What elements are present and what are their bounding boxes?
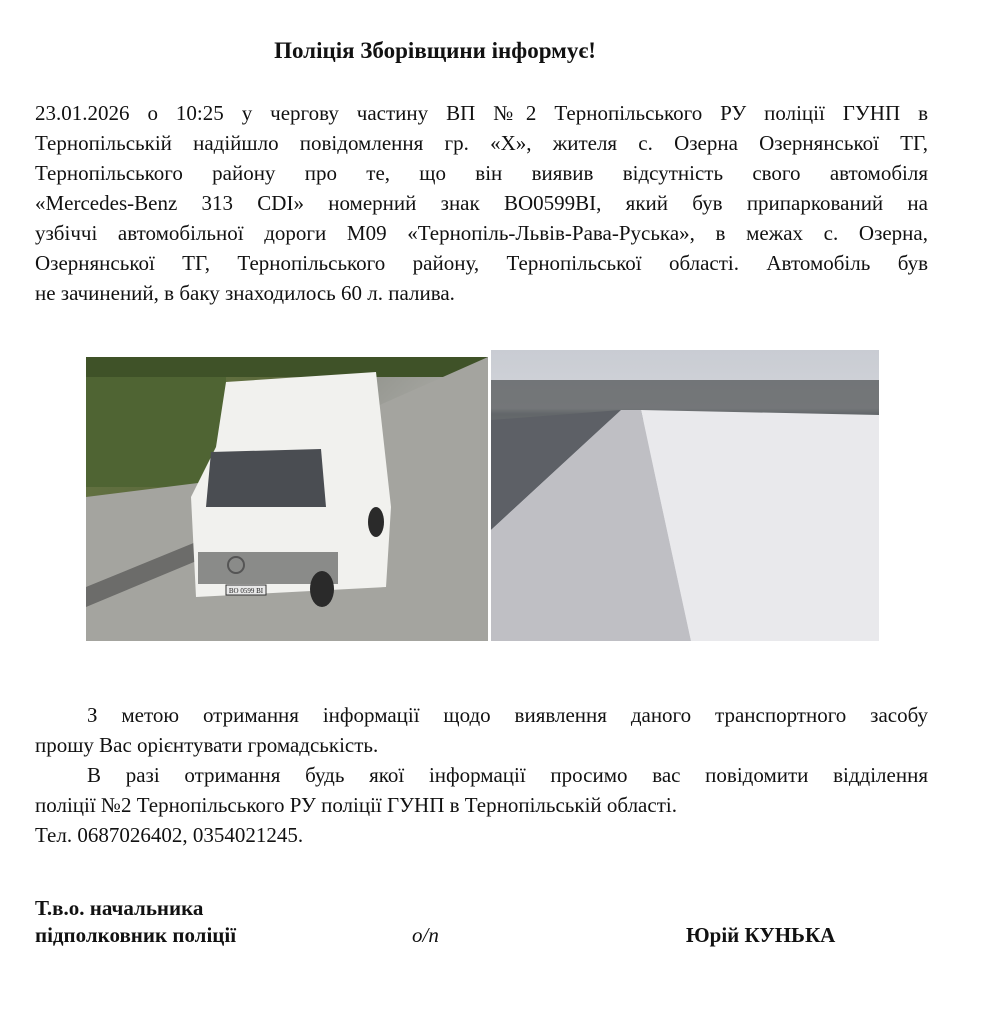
report-paragraph <box>35 98 928 308</box>
text-line: «Mercedes-Benz 313 CDI» номерний знак ВО0599ВІ, який був припаркований на <box>35 191 928 215</box>
text-line: не зачинений, в баку знаходилось 60 л. палива. <box>35 281 455 305</box>
van-illustration <box>86 357 488 641</box>
title-text: Поліція Зборівщини інформує! <box>274 38 596 63</box>
text-line: Озернянської ТГ, Тернопільського району, Тернопільської області. Автомобіль був <box>35 251 928 275</box>
text-line: поліції №2 Тернопільського РУ поліції ГУНП в Тернопільській області. <box>35 793 677 817</box>
snowy-road-photo <box>491 350 879 641</box>
text-line: Тел. 0687026402, 0354021245. <box>35 823 304 847</box>
text-line: Тернопільського району про те, що він виявив відсутність свого автомобіля <box>35 161 928 185</box>
signature-position-2: підполковник поліції <box>35 923 237 947</box>
page-title <box>0 38 870 64</box>
text-line: узбіччі автомобільної дороги М09 «Тернопіль-Львів-Рава-Руська», в межах с. Озерна, <box>35 221 928 245</box>
text-line: 23.01.2026 о 10:25 у чергову частину ВП №2 Тернопільського РУ поліції ГУНП в <box>35 101 928 125</box>
license-plate: ВО 0599 ВІ <box>228 587 264 595</box>
signature-position-1: Т.в.о. начальника <box>35 896 204 920</box>
signatory-name: Юрій КУНЬКА <box>686 923 836 947</box>
road-illustration <box>491 350 879 641</box>
text-line: Тернопільській надійшло повідомлення гр. «Х», жителя с. Озерна Озернянської ТГ, <box>35 131 928 155</box>
text-line: прошу Вас орієнтувати громадськість. <box>35 733 379 757</box>
request-paragraph <box>35 700 928 850</box>
text-line: З метою отримання інформації щодо виявлення даного транспортного засобу <box>87 703 928 727</box>
text-line: В разі отримання будь якої інформації просимо вас повідомити відділення <box>87 763 928 787</box>
van-photo <box>86 357 488 641</box>
signature-mark: о/п <box>412 923 439 947</box>
